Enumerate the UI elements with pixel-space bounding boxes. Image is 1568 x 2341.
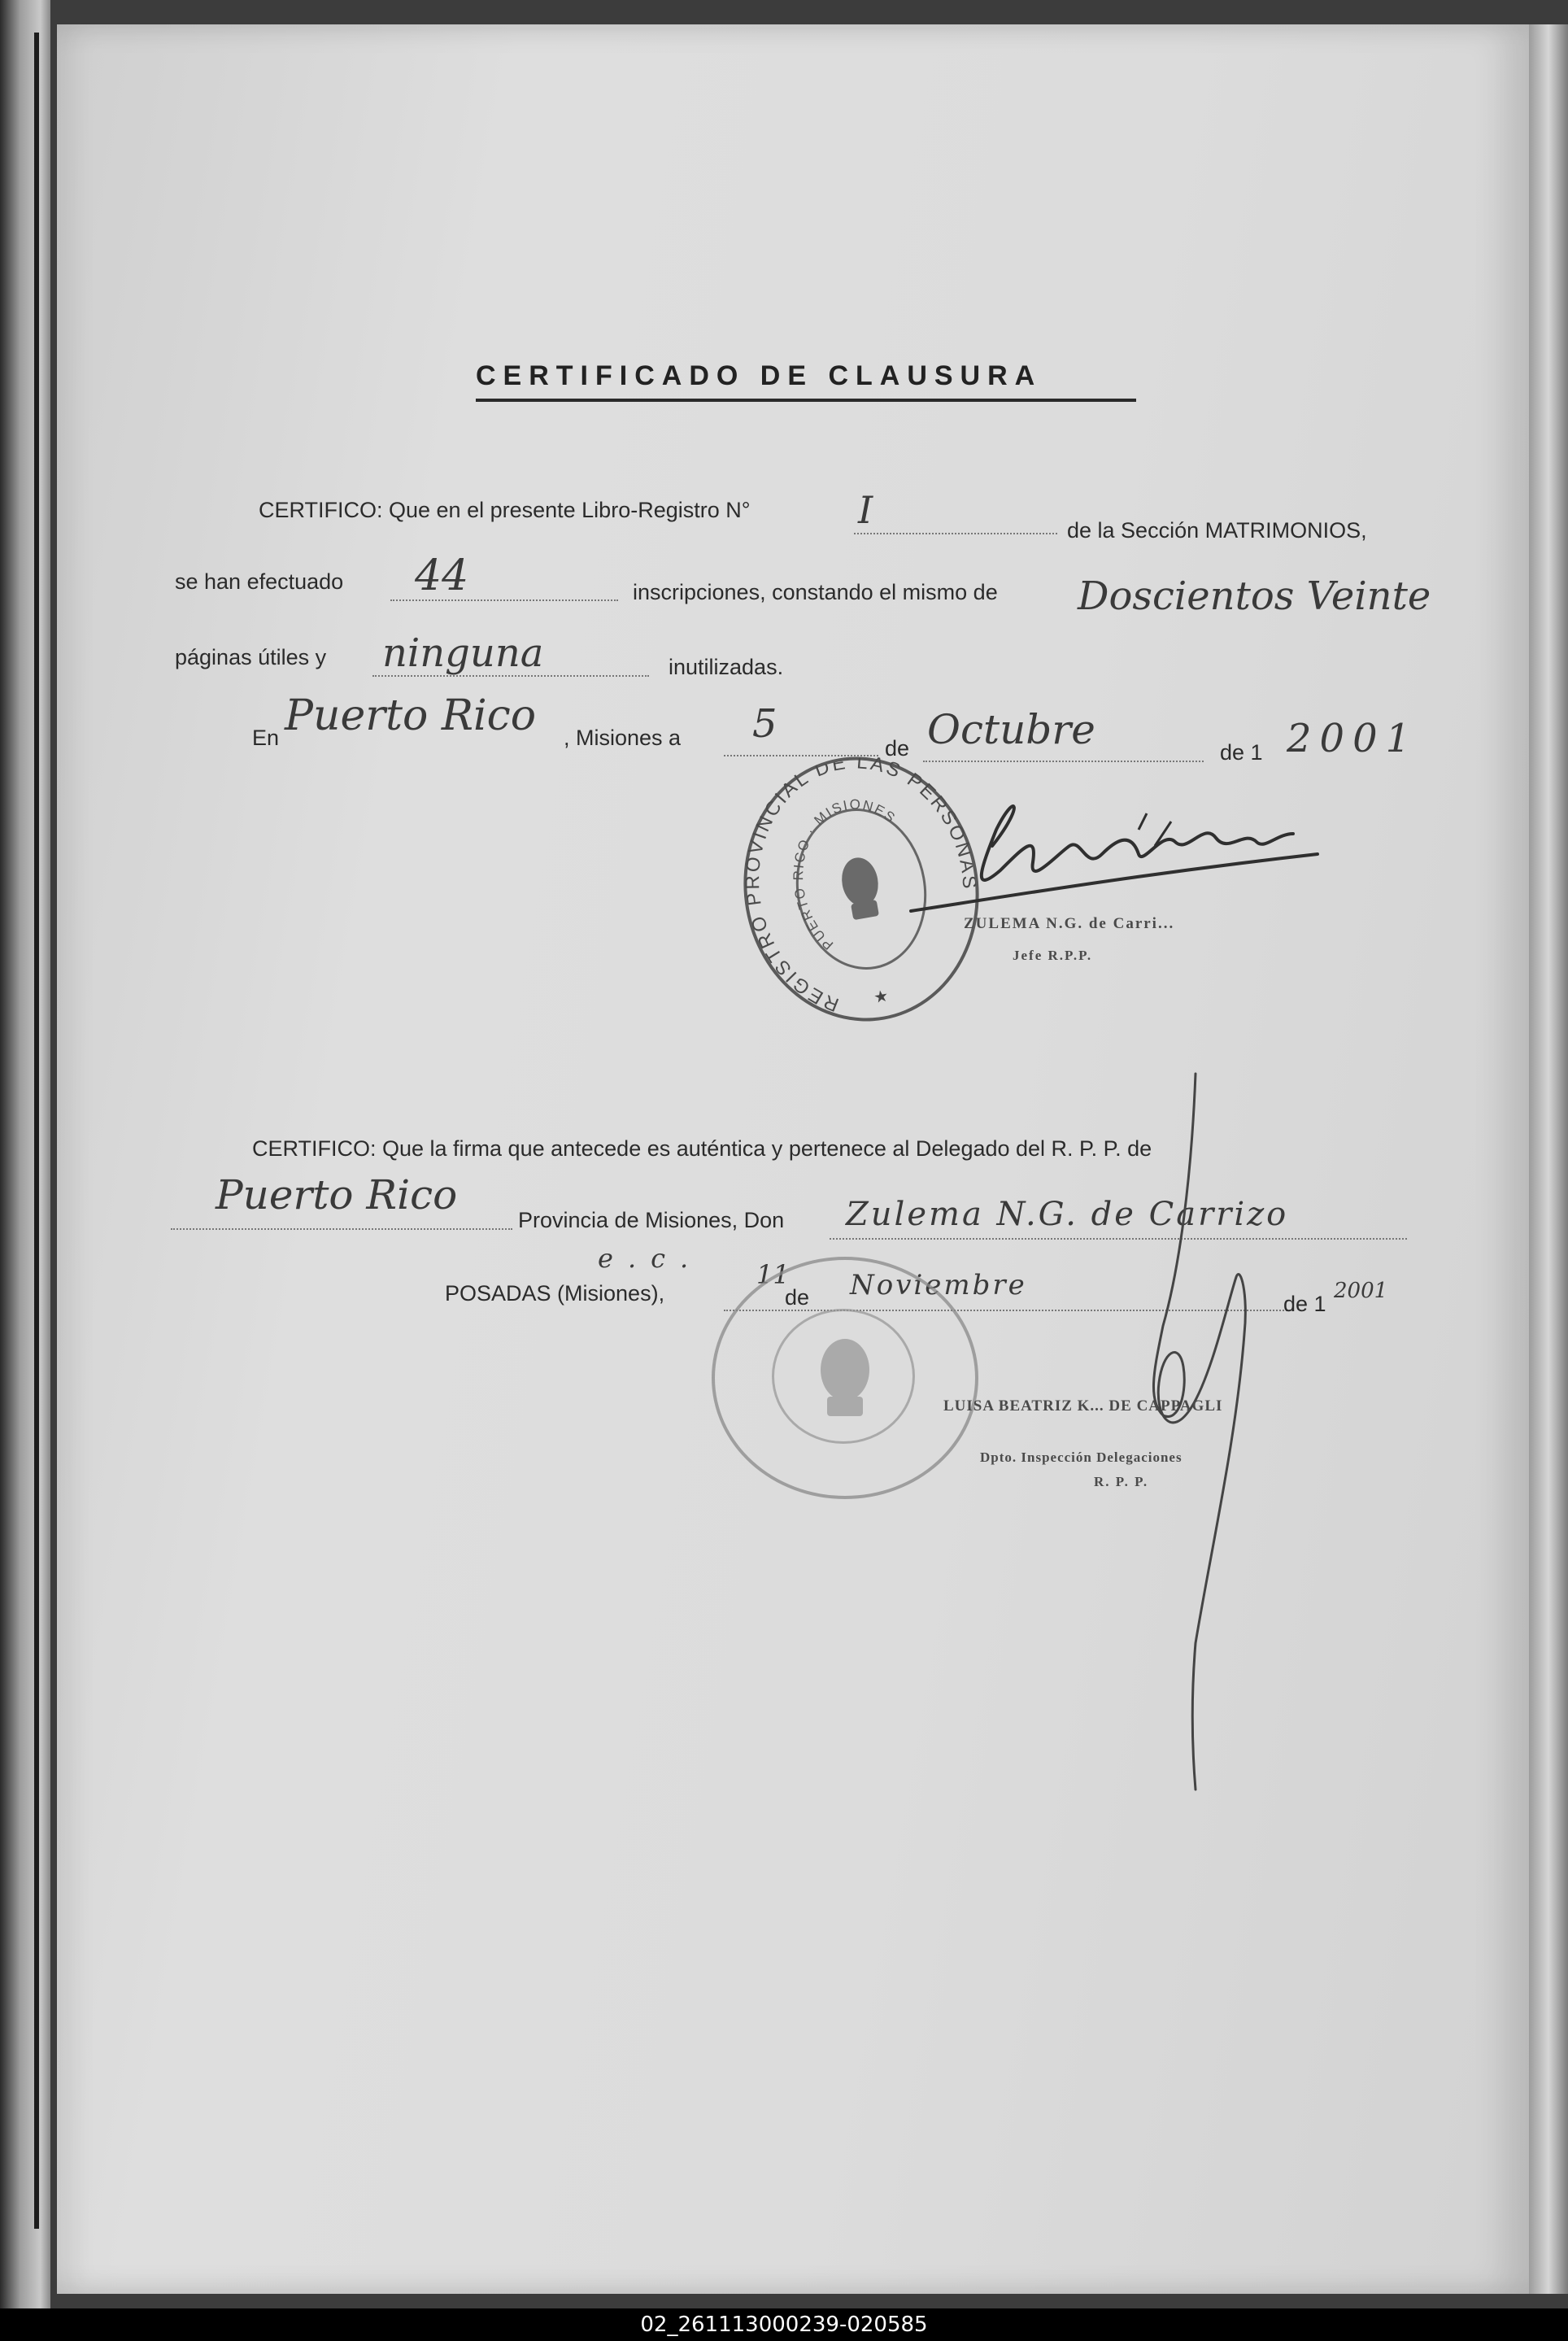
- coat-of-arms-icon-2: [821, 1339, 869, 1416]
- signatory-2-org: R. P. P.: [1094, 1474, 1149, 1489]
- star-icon: ★: [872, 985, 891, 1008]
- signatory-1-name: ZULEMA N.G. de Carri...: [964, 915, 1175, 932]
- cert1-line1-prefix: CERTIFICO: Que en el presente Libro-Registro N°: [259, 498, 751, 522]
- cert1-line3-suffix: inutilizadas.: [669, 655, 784, 679]
- cert2-dia-value: 11: [756, 1259, 790, 1290]
- de-label: de: [885, 736, 910, 761]
- cert1-line1-suffix: de la Sección MATRIMONIOS,: [1067, 518, 1367, 543]
- previous-page-edge: [0, 0, 50, 2308]
- document-title: CERTIFICADO DE CLAUSURA: [476, 360, 1043, 391]
- provincia-label: Provincia de Misiones, Don: [518, 1208, 785, 1232]
- cert2-de-anio-label: de 1: [1283, 1292, 1326, 1316]
- stamp-2-emblem: [715, 1260, 975, 1496]
- mes-dotted-line: [923, 761, 1204, 762]
- delegate-name-sub: e.c.: [598, 1243, 703, 1274]
- direccion-general-stamp: [712, 1257, 978, 1499]
- cert2-de-label: de: [785, 1285, 810, 1310]
- signature-2: [1114, 1057, 1326, 1822]
- posadas-label: POSADAS (Misiones),: [445, 1281, 665, 1306]
- inscripciones-value: 44: [415, 551, 469, 600]
- cert2-anio-value: 2001: [1334, 1279, 1388, 1303]
- cert2-mes-value: Noviembre: [850, 1269, 1027, 1301]
- cert1-line3-prefix: páginas útiles y: [175, 645, 327, 669]
- dia-value: 5: [752, 701, 777, 747]
- cert1-line2-suffix: inscripciones, constando el mismo de: [633, 580, 998, 604]
- cert2-lugar-value: Puerto Rico: [216, 1171, 458, 1218]
- cert1-line2-prefix: se han efectuado: [175, 569, 344, 594]
- libro-numero-dotted-line: [854, 533, 1057, 534]
- coat-of-arms-icon: [838, 855, 884, 922]
- anio-value: 2001: [1287, 716, 1419, 761]
- lugar-value: Puerto Rico: [285, 691, 537, 740]
- mes-value: Octubre: [927, 706, 1095, 753]
- stamp-outer-text: REGISTRO PROVINCIAL DE LAS PERSONAS: [742, 751, 981, 1016]
- paginas-utiles-value: Doscientos Veinte: [1078, 573, 1431, 619]
- misiones-label: , Misiones a: [564, 726, 682, 750]
- delegate-name-value: Zulema N.G. de Carrizo: [846, 1196, 1289, 1233]
- cert2-line1: CERTIFICO: Que la firma que antecede es auténtica y pertenece al Delegado del R. P. P. de: [252, 1136, 1152, 1161]
- signatory-2-name: LUISA BEATRIZ K... DE CAPPAGLI: [943, 1397, 1223, 1415]
- signatory-1-role: Jefe R.P.P.: [1013, 948, 1093, 963]
- libro-numero-value: I: [858, 488, 873, 532]
- image-caption: 02_261113000239-020585: [640, 2313, 928, 2337]
- signature-1: [895, 797, 1350, 927]
- cert2-lugar-dotted-line: [171, 1228, 512, 1230]
- page-stack-edge: [1529, 24, 1568, 2294]
- stamp-inner-text: PUERTO RICO · MISIONES: [791, 796, 899, 953]
- de-anio-label: de 1: [1220, 740, 1263, 765]
- title-underline: [476, 399, 1136, 402]
- en-label: En: [252, 726, 280, 750]
- signatory-2-role: Dpto. Inspección Delegaciones: [980, 1450, 1183, 1465]
- inutilizadas-value: ninguna: [382, 630, 544, 676]
